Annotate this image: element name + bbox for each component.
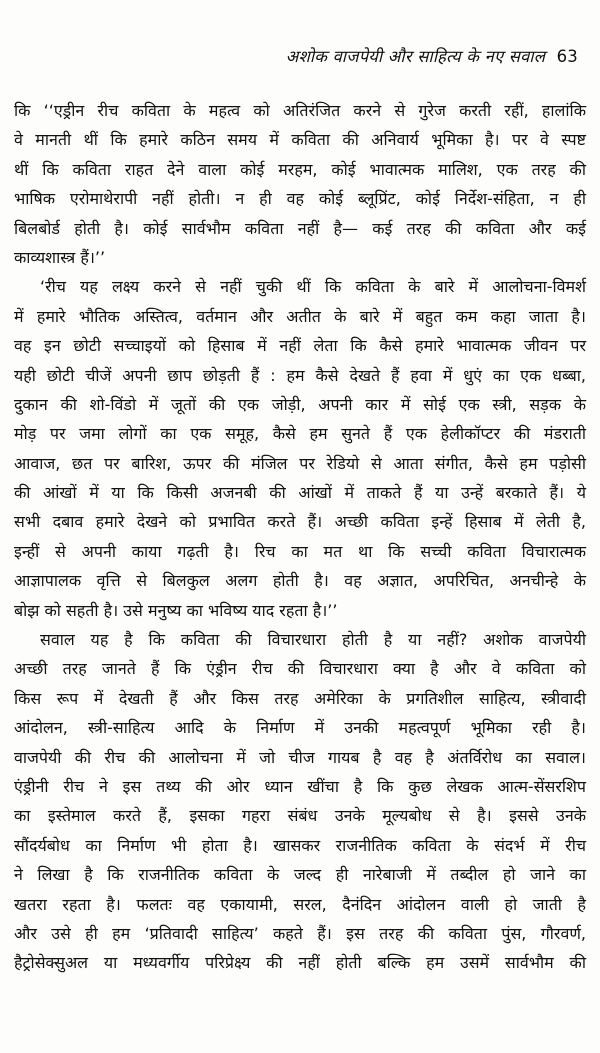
text-line: आवाज, छत पर बारिश, ऊपर की मंजिल पर रेडियो से आता संगीत, कैसे हम पड़ोसी [14,453,586,473]
text-line: बिलबोर्ड होती है। कोई सार्वभौम कविता नहीं है— कई तरह की कविता और कई [14,218,586,238]
text-line: किस रूप में देखती हैं और किस तरह अमेरिका के प्रगतिशील साहित्य, स्त्रीवादी [14,688,586,708]
text-line: ने लिखा है कि राजनीतिक कविता के जल्द ही नारेबाजी में तब्दील हो जाने का [14,865,586,885]
text-line: आंदोलन, स्त्री-साहित्य आदि के निर्माण में उनकी महत्वपूर्ण भूमिका रही है। [14,718,586,738]
text-line: इन्हीं से अपनी काया गढ़ती है। रिच का मत था कि सच्ची कविता विचारात्मक [14,541,586,561]
text-line: दुकान की शो-विंडो में जूतों की एक जोड़ी, अपनी कार में सोई एक स्त्री, सड़क के [14,394,586,414]
text-line: खतरा रहता है। फलतः वह एकायामी, सरल, दैनंदिन आंदोलन वाली हो जाती है [14,894,586,914]
body-text [14,96,586,978]
text-line: मोड़ पर जमा लोगों का एक समूह, कैसे हम सुनते हैं एक हेलीकॉप्टर की मंडराती [14,424,586,444]
text-line: वह इन छोटी सच्चाइयों को हिसाब में नहीं लेता कि कैसे हमारे भावात्मक जीवन पर [14,336,586,356]
text-line: कि ‘‘एड्रीन रीच कविता के महत्व को अतिरंजित करने से गुरेज करती रहीं, हालांकि [14,101,586,120]
page-number: 63 [556,47,578,66]
text-line: अच्छी तरह जानते हैं कि एंड्रीन रीच की विचारधारा क्या है और वे कविता को [14,659,586,679]
text-line: काव्यशास्त्र हैं।’’ [14,247,106,267]
text-line: आज्ञापालक वृत्ति से बिलकुल अलग होती है। वह अज्ञात, अपरिचित, अनचीन्हे के [14,571,586,591]
text-line: सौंदर्यबोध का निर्माण भी होता है। खासकर राजनीतिक कविता के संदर्भ में रीच [14,835,586,855]
text-line: हैट्रोसेक्सुअल या मध्यवर्गीय परिप्रेक्ष्य की नहीं होती बल्कि हम उसमें सार्वभौम की [14,953,586,973]
running-header [286,44,578,67]
text-line: यही छोटी चीजें अपनी छाप छोड़ती हैं : हम कैसे देखते हैं हवा में धुएं का एक धब्बा, [14,365,586,385]
text-line: सभी दबाव हमारे देखने को प्रभावित करते हैं। अच्छी कविता इन्हें हिसाब में लेती है, [14,512,586,532]
text-line: का इस्तेमाल करते हैं, इसका गहरा संबंध उनके मूल्यबोध से है। इससे उनके [14,806,586,826]
running-title: अशोक वाजपेयी और साहित्य के नए सवाल [285,47,546,66]
text-line: में हमारे भौतिक अस्तित्व, वर्तमान और अतीत के बारे में बहुत कम कहा जाता है। [14,306,586,326]
text-line: थीं कि कविता राहत देने वाला कोई मरहम, कोई भावात्मक मालिश, एक तरह की [14,159,586,179]
text-line: एंड्रीनी रीच ने इस तथ्य की ओर ध्यान खींचा है कि कुछ लेखक आत्म-सेंसरशिप [14,776,586,796]
text-line: बोझ को सहती है। उसे मनुष्य का भविष्य याद रहता है।’’ [14,600,338,620]
text-line: भाषिक एरोमाथेरापी नहीं होती। न ही वह कोई ब्लूप्रिंट, कोई निर्देश-संहिता, न ही [14,189,586,209]
text-line: और उसे ही हम ‘प्रतिवादी साहित्य’ कहते हैं। इस तरह की कविता पुंस, गौरवर्ण, [14,923,586,943]
text-line: सवाल यह है कि कविता की विचारधारा होती है या नहीं? अशोक वाजपेयी [40,630,586,650]
text-line: की आंखों में या कि किसी अजनबी की आंखों में ताकते हैं या उन्हें बरकाते हैं। ये [14,483,586,503]
text-line: वे मानती थीं कि हमारे कठिन समय में कविता की अनिवार्य भूमिका है। पर वे स्पष्ट [14,130,586,150]
text-line: ‘रीच यह लक्ष्य करने से नहीं चुकी थीं कि कविता के बारे में आलोचना-विमर्श [40,277,586,297]
text-line: वाजपेयी की रीच की आलोचना में जो चीज गायब है वह है अंतर्विरोध का सवाल। [14,747,586,767]
